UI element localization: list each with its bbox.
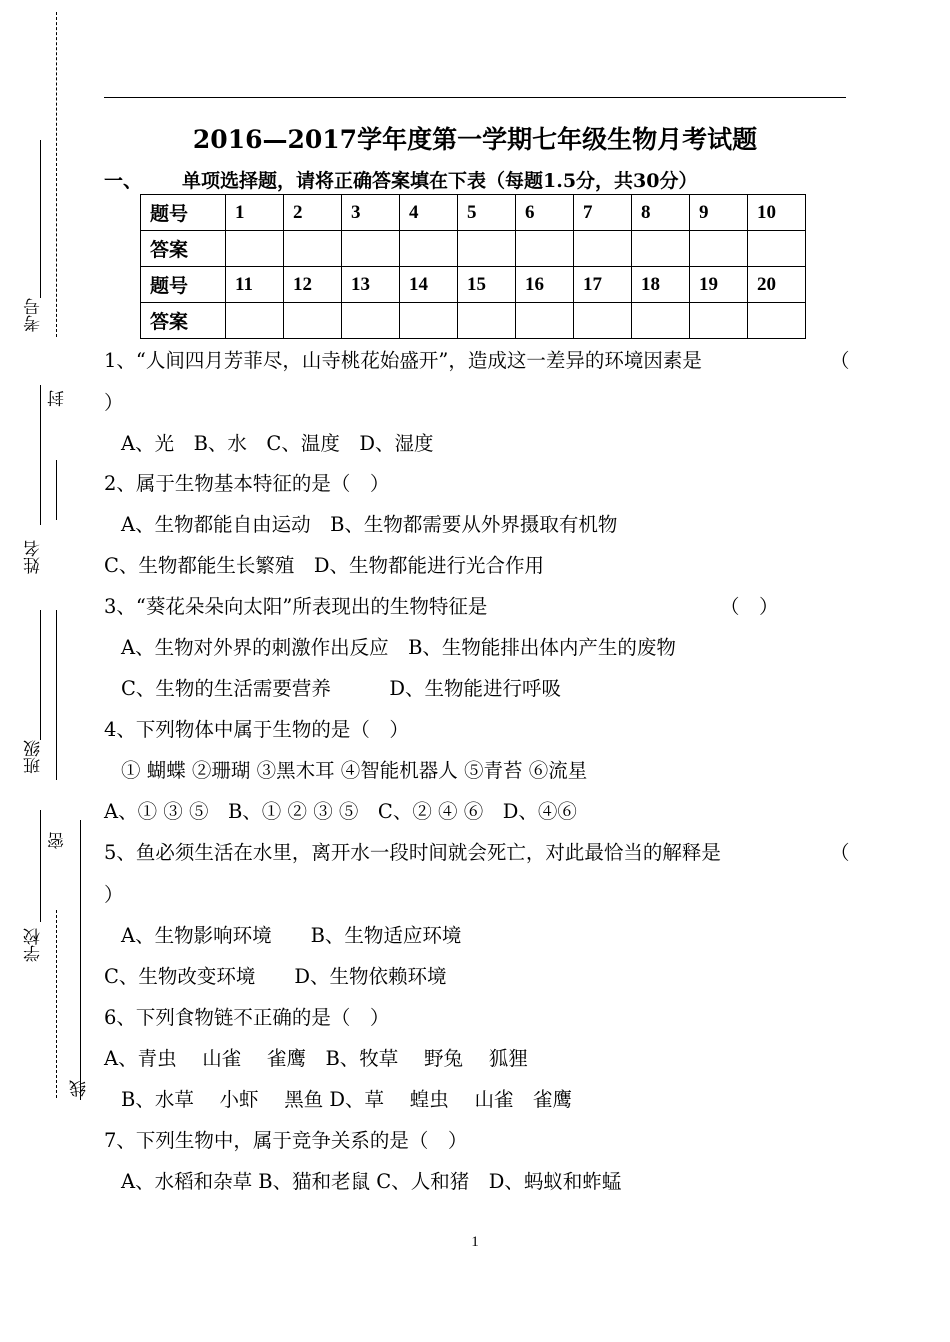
page-number: 1: [471, 1234, 479, 1250]
question-5-options-1: A、生物影响环境 B、生物适应环境: [121, 924, 462, 947]
binding-dashed-line-bottom: [56, 910, 57, 1098]
question-number-cell: 6: [516, 195, 574, 231]
row-label-answer: 答案: [141, 231, 226, 267]
row-label-number: 题号: [141, 195, 226, 231]
answer-cell[interactable]: [342, 303, 400, 339]
question-1-paren-open: （: [830, 349, 850, 372]
exam-title: 2016—2017学年度第一学期七年级生物月考试题: [192, 125, 758, 154]
question-number-cell: 2: [284, 195, 342, 231]
question-number-cell: 18: [632, 267, 690, 303]
question-6-options-1: A、青虫 山雀 雀鹰 B、牧草 野兔 狐狸: [104, 1047, 528, 1070]
seal-line-1b: [56, 460, 57, 520]
question-number-cell: 12: [284, 267, 342, 303]
seal-line-2: [80, 820, 81, 1100]
question-number-cell: 20: [748, 267, 806, 303]
section-number: 一、: [104, 170, 143, 192]
answer-cell[interactable]: [226, 303, 284, 339]
table-row: [141, 195, 806, 231]
answer-cell[interactable]: [574, 303, 632, 339]
question-number-cell: 8: [632, 195, 690, 231]
table-row: [141, 231, 806, 267]
seal-mark-mi: 密: [48, 832, 68, 849]
question-3-stem: 3、“葵花朵朵向太阳”所表现出的生物特征是: [104, 595, 488, 618]
row-label-answer: 答案: [141, 303, 226, 339]
answer-cell[interactable]: [284, 303, 342, 339]
answer-cell[interactable]: [748, 231, 806, 267]
question-number-cell: 13: [342, 267, 400, 303]
question-number-cell: 3: [342, 195, 400, 231]
exam-number-label: 考号: [24, 298, 44, 332]
class-line-right: [56, 610, 57, 780]
answer-cell[interactable]: [690, 231, 748, 267]
school-underline: [40, 810, 41, 922]
answer-cell[interactable]: [458, 303, 516, 339]
question-4-items: ① 蝴蝶 ②珊瑚 ③黑木耳 ④智能机器人 ⑤青苔 ⑥流星: [121, 759, 588, 782]
class-label: 班级: [24, 740, 44, 774]
question-7-options: A、水稻和杂草 B、猫和老鼠 C、人和猪 D、蚂蚁和蚱蜢: [121, 1170, 622, 1193]
seal-mark-xian: 线: [70, 1080, 90, 1097]
question-3-options-2: C、生物的生活需要营养 D、生物能进行呼吸: [121, 677, 562, 700]
question-5-paren-close: ）: [104, 883, 124, 906]
question-6-options-2: B、水草 小虾 黑鱼 D、草 蝗虫 山雀 雀鹰: [121, 1088, 572, 1111]
question-6-stem: 6、下列食物链不正确的是（ ）: [104, 1006, 390, 1029]
question-2-options-1: A、生物都能自由运动 B、生物都需要从外界摄取有机物: [121, 513, 618, 536]
answer-cell[interactable]: [458, 231, 516, 267]
question-1-stem: 1、“人间四月芳菲尽，山寺桃花始盛开”，造成这一差异的环境因素是: [104, 349, 702, 372]
question-number-cell: 19: [690, 267, 748, 303]
answer-cell[interactable]: [516, 231, 574, 267]
question-5-paren-open: （: [830, 841, 850, 864]
question-number-cell: 10: [748, 195, 806, 231]
exam-number-underline: [40, 140, 41, 298]
answer-cell[interactable]: [690, 303, 748, 339]
binding-dashed-line-top: [56, 12, 57, 337]
table-row: [141, 303, 806, 339]
section-instructions: 单项选择题，请将正确答案填在下表（每题1.5分，共30分）: [182, 170, 698, 192]
seal-mark-feng: 封: [48, 390, 68, 407]
question-3-options-1: A、生物对外界的刺激作出反应 B、生物能排出体内产生的废物: [121, 636, 676, 659]
school-label: 学校: [24, 928, 44, 962]
question-1-paren-close: ）: [104, 391, 124, 414]
question-number-cell: 7: [574, 195, 632, 231]
question-number-cell: 5: [458, 195, 516, 231]
header-rule: [104, 97, 846, 98]
answer-cell[interactable]: [632, 231, 690, 267]
question-3-paren: （ ）: [720, 595, 779, 618]
row-label-number: 题号: [141, 267, 226, 303]
question-7-stem: 7、下列生物中，属于竞争关系的是（ ）: [104, 1129, 468, 1152]
question-4-stem: 4、下列物体中属于生物的是（ ）: [104, 718, 409, 741]
seal-line-1: [40, 385, 41, 525]
question-2-stem: 2、属于生物基本特征的是（ ）: [104, 472, 390, 495]
answer-cell[interactable]: [574, 231, 632, 267]
question-number-cell: 9: [690, 195, 748, 231]
answer-cell[interactable]: [516, 303, 574, 339]
answer-table: [140, 194, 806, 339]
answer-cell[interactable]: [284, 231, 342, 267]
question-5-options-2: C、生物改变环境 D、生物依赖环境: [104, 965, 447, 988]
answer-cell[interactable]: [400, 303, 458, 339]
section-heading: [104, 166, 698, 193]
question-4-options: A、① ③ ⑤ B、① ② ③ ⑤ C、② ④ ⑥ D、④⑥: [104, 800, 577, 823]
answer-cell[interactable]: [632, 303, 690, 339]
question-number-cell: 1: [226, 195, 284, 231]
answer-cell[interactable]: [400, 231, 458, 267]
question-5-stem: 5、鱼必须生活在水里，离开水一段时间就会死亡，对此最恰当的解释是: [104, 841, 721, 864]
answer-cell[interactable]: [226, 231, 284, 267]
name-label: 姓名: [24, 540, 44, 574]
answer-cell[interactable]: [342, 231, 400, 267]
question-number-cell: 4: [400, 195, 458, 231]
question-number-cell: 11: [226, 267, 284, 303]
answer-cell[interactable]: [748, 303, 806, 339]
name-underline: [40, 610, 41, 740]
question-number-cell: 15: [458, 267, 516, 303]
question-number-cell: 14: [400, 267, 458, 303]
question-2-options-2: C、生物都能生长繁殖 D、生物都能进行光合作用: [104, 554, 545, 577]
question-number-cell: 17: [574, 267, 632, 303]
table-row: [141, 267, 806, 303]
question-number-cell: 16: [516, 267, 574, 303]
question-1-options: A、光 B、水 C、温度 D、湿度: [121, 432, 434, 455]
